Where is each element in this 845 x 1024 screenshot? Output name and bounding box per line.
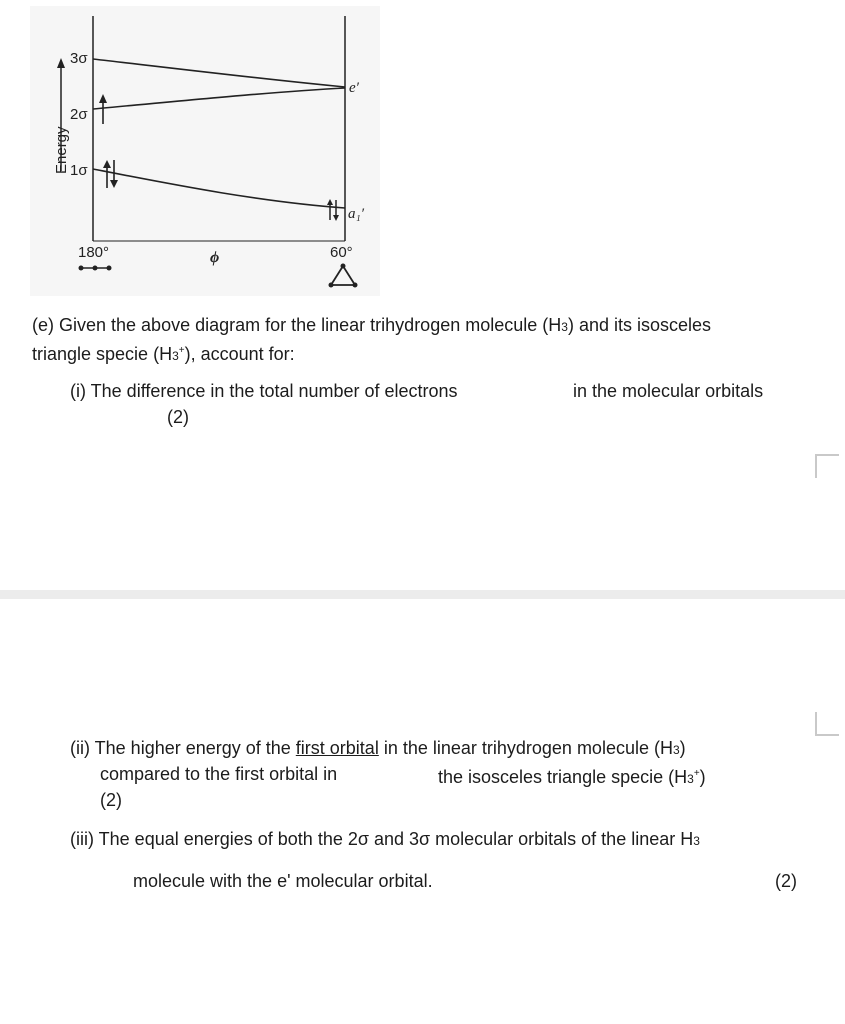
page-divider [0,590,845,599]
part-i-marks: (2) [167,407,189,427]
diagram-svg [30,6,380,296]
orbital-2sigma-curve [93,88,345,109]
crop-corner-bottom [815,712,839,736]
electron-pair-a1prime [327,199,339,221]
part-ii-line1: (ii) The higher energy of the first orbital in the linear trihydrogen molecule (H3) [70,738,686,758]
orbital-3sigma-curve [93,59,345,87]
question-e-line2: triangle specie (H3+), account for: [32,344,295,364]
label-1sigma: 1σ [70,162,88,179]
part-ii-line2-a: compared to the first orbital in [100,764,338,784]
page-bottom [0,599,845,1024]
crop-corner-top [815,454,839,478]
part-i-text-b: in the molecular orbitals [573,381,764,401]
part-ii-line2-b: the isosceles triangle specie (H3+) [438,767,706,787]
x-label-phi: ϕ [210,249,220,266]
label-a1-prime: a₁′ [348,206,364,222]
orbital-1sigma-curve [93,169,345,208]
part-iii-line1: (iii) The equal energies of both the 2σ and 3σ molecular orbitals of the linear H3 [70,829,700,849]
energy-axis-label: Energy [53,126,70,174]
x-label-180: 180° [78,244,110,261]
part-iii-line2: molecule with the e' molecular orbital. [133,871,433,891]
triangle-molecule-icon [329,264,358,288]
energy-axis-arrowhead [57,58,65,68]
linear-molecule-icon [79,266,112,271]
x-label-60: 60° [330,244,353,261]
label-2sigma: 2σ [70,106,88,123]
first-orbital-underlined: first orbital [295,738,379,758]
label-e-prime: e′ [349,80,359,96]
part-ii-marks: (2) [100,790,122,810]
question-e-line1: (e) Given the above diagram for the linear trihydrogen molecule (H3) and its isosceles [32,315,712,335]
mo-energy-diagram [30,6,380,296]
part-iii-marks: (2) [775,871,797,891]
label-3sigma: 3σ [70,50,88,67]
part-i-text-a: (i) The difference in the total number of electrons [70,381,458,401]
